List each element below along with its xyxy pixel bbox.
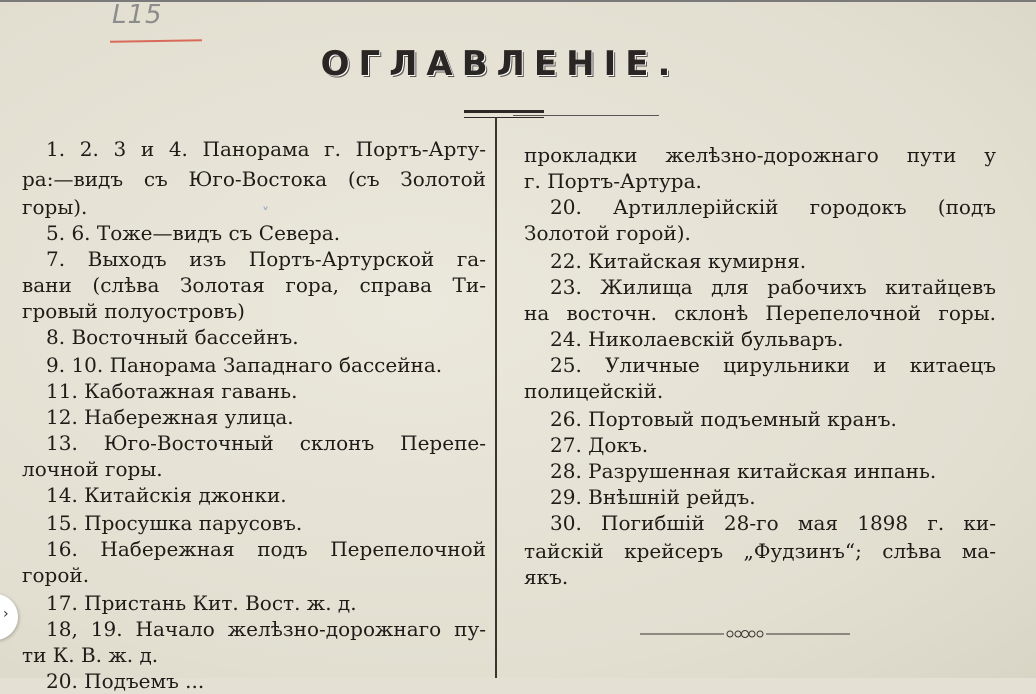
toc-entry-line: горой.: [22, 563, 90, 587]
column-divider: [495, 117, 497, 678]
toc-entry-line: на восточн. склонѣ Перепелочной горы.: [524, 301, 996, 325]
toc-entry-line: 13. Юго-Восточный склонъ Перепе-: [46, 431, 486, 455]
toc-entry-line: 28. Разрушенная китайская инпань.: [550, 459, 937, 483]
title-double-rule: [464, 110, 544, 118]
toc-entry-line: 23. Жилища для рабочихъ китайцевъ: [550, 275, 996, 299]
toc-entry-line: 24. Николаевскій бульваръ.: [550, 327, 844, 351]
toc-entry-line: 22. Китайская кумирня.: [550, 249, 807, 273]
column-top-rule: [513, 115, 659, 116]
toc-entry-line: г. Портъ-Артура.: [524, 169, 702, 193]
toc-entry-line: гровый полуостровъ): [22, 299, 245, 323]
toc-entry-line: 20. Подъемъ ...: [46, 669, 205, 693]
toc-entry-line: 18, 19. Начало желѣзно-дорожнаго пу-: [46, 617, 486, 641]
toc-entry-line: якъ.: [524, 565, 569, 589]
toc-entry-line: прокладки желѣзно-дорожнаго пути у: [524, 143, 996, 167]
toc-entry-line: ра:—видъ съ Юго-Востока (съ Золотой: [22, 167, 486, 191]
ink-speck: ˅: [262, 206, 269, 222]
toc-entry-line: 29. Внѣшній рейдъ.: [550, 485, 756, 509]
toc-entry-line: горы).: [22, 195, 88, 219]
toc-entry-line: 1. 2. 3 и 4. Панорама г. Портъ-Арту-: [46, 137, 486, 161]
side-panel-tab[interactable]: [0, 594, 18, 640]
toc-entry-line: 25. Уличные цирульники и китаецъ: [550, 353, 996, 377]
toc-entry-line: 26. Портовый подъемный кранъ.: [550, 407, 897, 431]
toc-entry-line: 16. Набережная подъ Перепелочной: [46, 537, 486, 561]
toc-entry-line: 15. Просушка парусовъ.: [46, 511, 303, 535]
toc-entry-line: 30. Погибшій 28-го мая 1898 г. ки-: [550, 511, 996, 535]
toc-entry-line: 8. Восточный бассейнъ.: [46, 325, 299, 349]
toc-entry-line: Золотой горой).: [524, 221, 691, 245]
toc-entry-line: 14. Китайскія джонки.: [46, 483, 287, 507]
toc-entry-line: 20. Артиллерійскій городокъ (подъ: [550, 195, 996, 219]
pencil-annotation: L15: [112, 0, 163, 30]
chevron-right-icon: ›: [3, 606, 9, 622]
toc-entry-line: 5. 6. Тоже—видъ съ Севера.: [46, 221, 341, 245]
toc-entry-line: лочной горы.: [22, 457, 163, 481]
toc-entry-line: 12. Набережная улица.: [46, 405, 294, 429]
toc-entry-line: 27. Докъ.: [550, 433, 649, 457]
toc-entry-line: 17. Пристань Кит. Вост. ж. д.: [46, 591, 357, 615]
toc-entry-line: вани (слѣва Золотая гора, справа Ти-: [22, 273, 486, 297]
ornamental-divider: [640, 628, 850, 640]
red-pencil-underline: [110, 39, 202, 43]
toc-entry-line: 7. Выходъ изъ Портъ-Артурской га-: [46, 247, 486, 271]
toc-entry-line: 9. 10. Панорама Западнаго бассейна.: [46, 353, 443, 377]
page-title: ОГЛАВЛЕНІЕ.: [320, 44, 680, 84]
toc-entry-line: полицейскій.: [524, 379, 664, 403]
toc-entry-line: 11. Каботажная гавань.: [46, 379, 298, 403]
toc-entry-line: ти К. В. ж. д.: [22, 643, 159, 667]
toc-entry-line: тайскій крейсеръ „Фудзинъ“; слѣва ма-: [524, 539, 996, 563]
